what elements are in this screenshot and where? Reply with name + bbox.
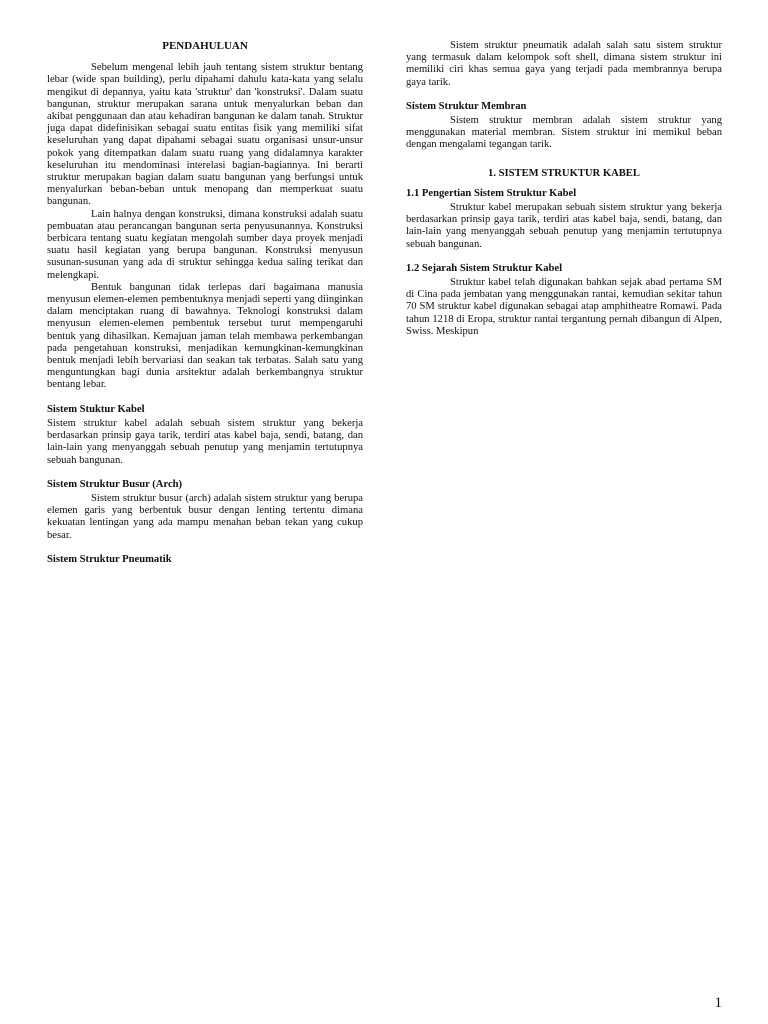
page-number: 1 [714,995,722,1011]
paragraph-1-2: Struktur kabel telah digunakan bahkan sejak abad pertama SM di Cina pada jembatan yang menggunakan rantai, kemudian sekitar tahun 70 SM struktur kabel digunakan sebagai atap amphitheatre Romawi. Pada tahun 1218 di Eropa, struktur rantai tergantung pernah dibangun di Alpen, Swiss. Meskipun [406,277,722,337]
paragraph-membran: Sistem struktur membran adalah sistem struktur yang menggunakan material membran. Sistem struktur ini memikul beban dengan mengalami tegangan tarik. [406,115,722,151]
paragraph-kabel: Sistem struktur kabel adalah sebuah sistem struktur yang bekerja berdasarkan prinsip gaya tarik, terdiri atas kabel baja, sendi, batang, dan lain-lain yang menyanggah sebuah penutup yang menjamin tertutupnya sebuah bangunan. [47,417,363,466]
left-column [47,40,363,568]
heading-1-1: 1.1 Pengertian Sistem Struktur Kabel [406,187,577,199]
heading-busur: Sistem Struktur Busur (Arch) [47,478,183,490]
heading-1-2: 1.2 Sejarah Sistem Struktur Kabel [406,262,563,274]
paragraph-intro-1: Sebelum mengenal lebih jauh tentang sistem struktur bentang lebar (wide span building), perlu dipahami dahulu kata-kata yang selalu mengikut di depannya, yaitu kata 'struktur' dan 'konstruksi'. Dalam suatu bangunan, struktur merupakan sarana untuk menyalurkan beban dan akibat penggunaan dan atau kehadiran bangunan ke dalam tanah. Struktur juga dapat didefinisikan sebagai suatu entitas fisik yang memiliki sifat keseluruhan yang dapat dipahami sebagai suatu organisasi unsur-unsur pokok yang ditempatkan dalam suatu ruang yang didalamnya karakter keseluruhan itu mendominasi interelasi bagian-bagiannya. Ini berarti struktur merupakan bagian dalam suatu bangunan yang berfungsi untuk menyalurkan beban-beban untuk menopang dan memperkuat suatu bangunan. [47,62,363,208]
paragraph-intro-3: Bentuk bangunan tidak terlepas dari bagaimana manusia menyusun elemen-elemen pembentuknya menjadi seperti yang diinginkan dalam menciptakan ruang di bawahnya. Teknologi konstruksi dalam menyusun elemen-elemen pembentuk tersebut turut mempengaruhi bentuk yang dihasilkan. Kemajuan jaman telah membawa perkembangan pada pengetahuan konstruksi, menjadikan kemungkinan-kemungkinan bentuk menjadi lebih bervariasi dan seakan tak terbatas. Salah satu yang menguntungkan bagi dunia arsitektur adalah berkembangnya struktur bentang lebar. [47,281,363,391]
paragraph-busur: Sistem struktur busur (arch) adalah sistem struktur yang berupa elemen garis yang berbentuk busur dengan lenting tertentu dimana kekuatan lentingan yang ada mampu menahan beban tekan yang cukup besar. [47,492,363,541]
paragraph-intro-2: Lain halnya dengan konstruksi, dimana konstruksi adalah suatu pembuatan atau perancangan bangunan serta penyusunannya. Konstruksi berbicara tentang suatu kegiatan mengolah sumber daya proyek menjadi suatu hasil kegiatan yang berupa bangunan. Konstruksi menyusun susunan-susunan yang ada di struktur sehingga kedua saling terikat dan melengkapi. [47,208,363,281]
chapter-heading: 1. SISTEM STRUKTUR KABEL [488,167,640,179]
heading-pneumatik: Sistem Struktur Pneumatik [47,553,172,565]
heading-kabel: Sistem Stuktur Kabel [47,403,145,415]
paragraph-pneumatik: Sistem struktur pneumatik adalah salah satu sistem struktur yang termasuk dalam kelompok soft shell, dimana sistem struktur ini memiliki ciri khas semua gaya yang terjadi pada membrannya berupa gaya tarik. [406,40,722,88]
section-title-pendahuluan: PENDAHULUAN [162,40,248,52]
paragraph-1-1: Struktur kabel merupakan sebuah sistem struktur yang bekerja berdasarkan prinsip gaya tarik, terdiri atas kabel baja, sendi, batang, dan lain-lain yang menyanggah sebuah penutup yang menjamin tertutupnya sebuah bangunan. [406,202,722,250]
right-column [406,40,722,338]
heading-membran: Sistem Struktur Membran [406,100,527,112]
